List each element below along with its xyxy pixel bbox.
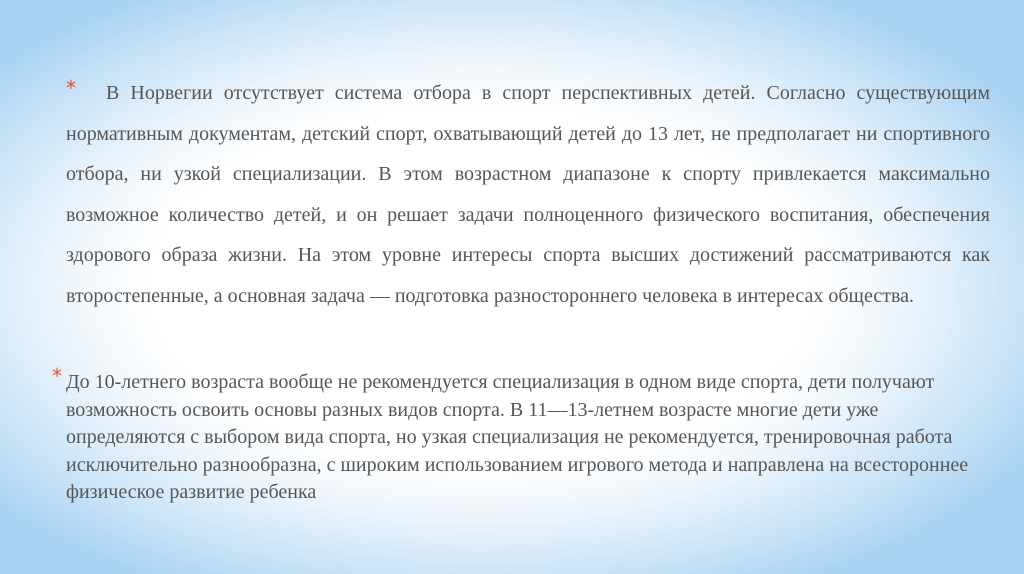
paragraph-1-text: В Норвегии отсутствует система отбора в спорт перспективных детей. Согласно существующим нормативным документам, детский спорт, охватывающий детей до 13 лет, не предполагает ни спортивного отбора, ни узкой специализации. В этом возрастном диапазоне к спорту привлекается максимально возможное количество детей, и он решает задачи полноценного физического воспитания, обеспечения здорового образа жизни. На этом уровне интересы спорта высших достижений рассматриваются как второстепенные, а основная задача — подготовка разностороннего человека в интересах общества. [66, 82, 990, 307]
paragraph-2-text: До 10-летнего возраста вообще не рекомендуется специализация в одном виде спорта, дети получают возможность освоить основы разных видов спорта. В 11—13-летнем возрасте многие дети уже определяются с выбором вида спорта, но узкая специализация не рекомендуется, тренировочная работа исключительно разнообразна, с широким использованием игрового метода и направлена на всестороннее физическое развитие ребенка [66, 371, 969, 503]
paragraph-2 [52, 364, 990, 507]
bullet-asterisk-icon: * [52, 364, 62, 388]
paragraph-1 [66, 72, 990, 316]
bullet-asterisk-icon: * [66, 76, 76, 100]
